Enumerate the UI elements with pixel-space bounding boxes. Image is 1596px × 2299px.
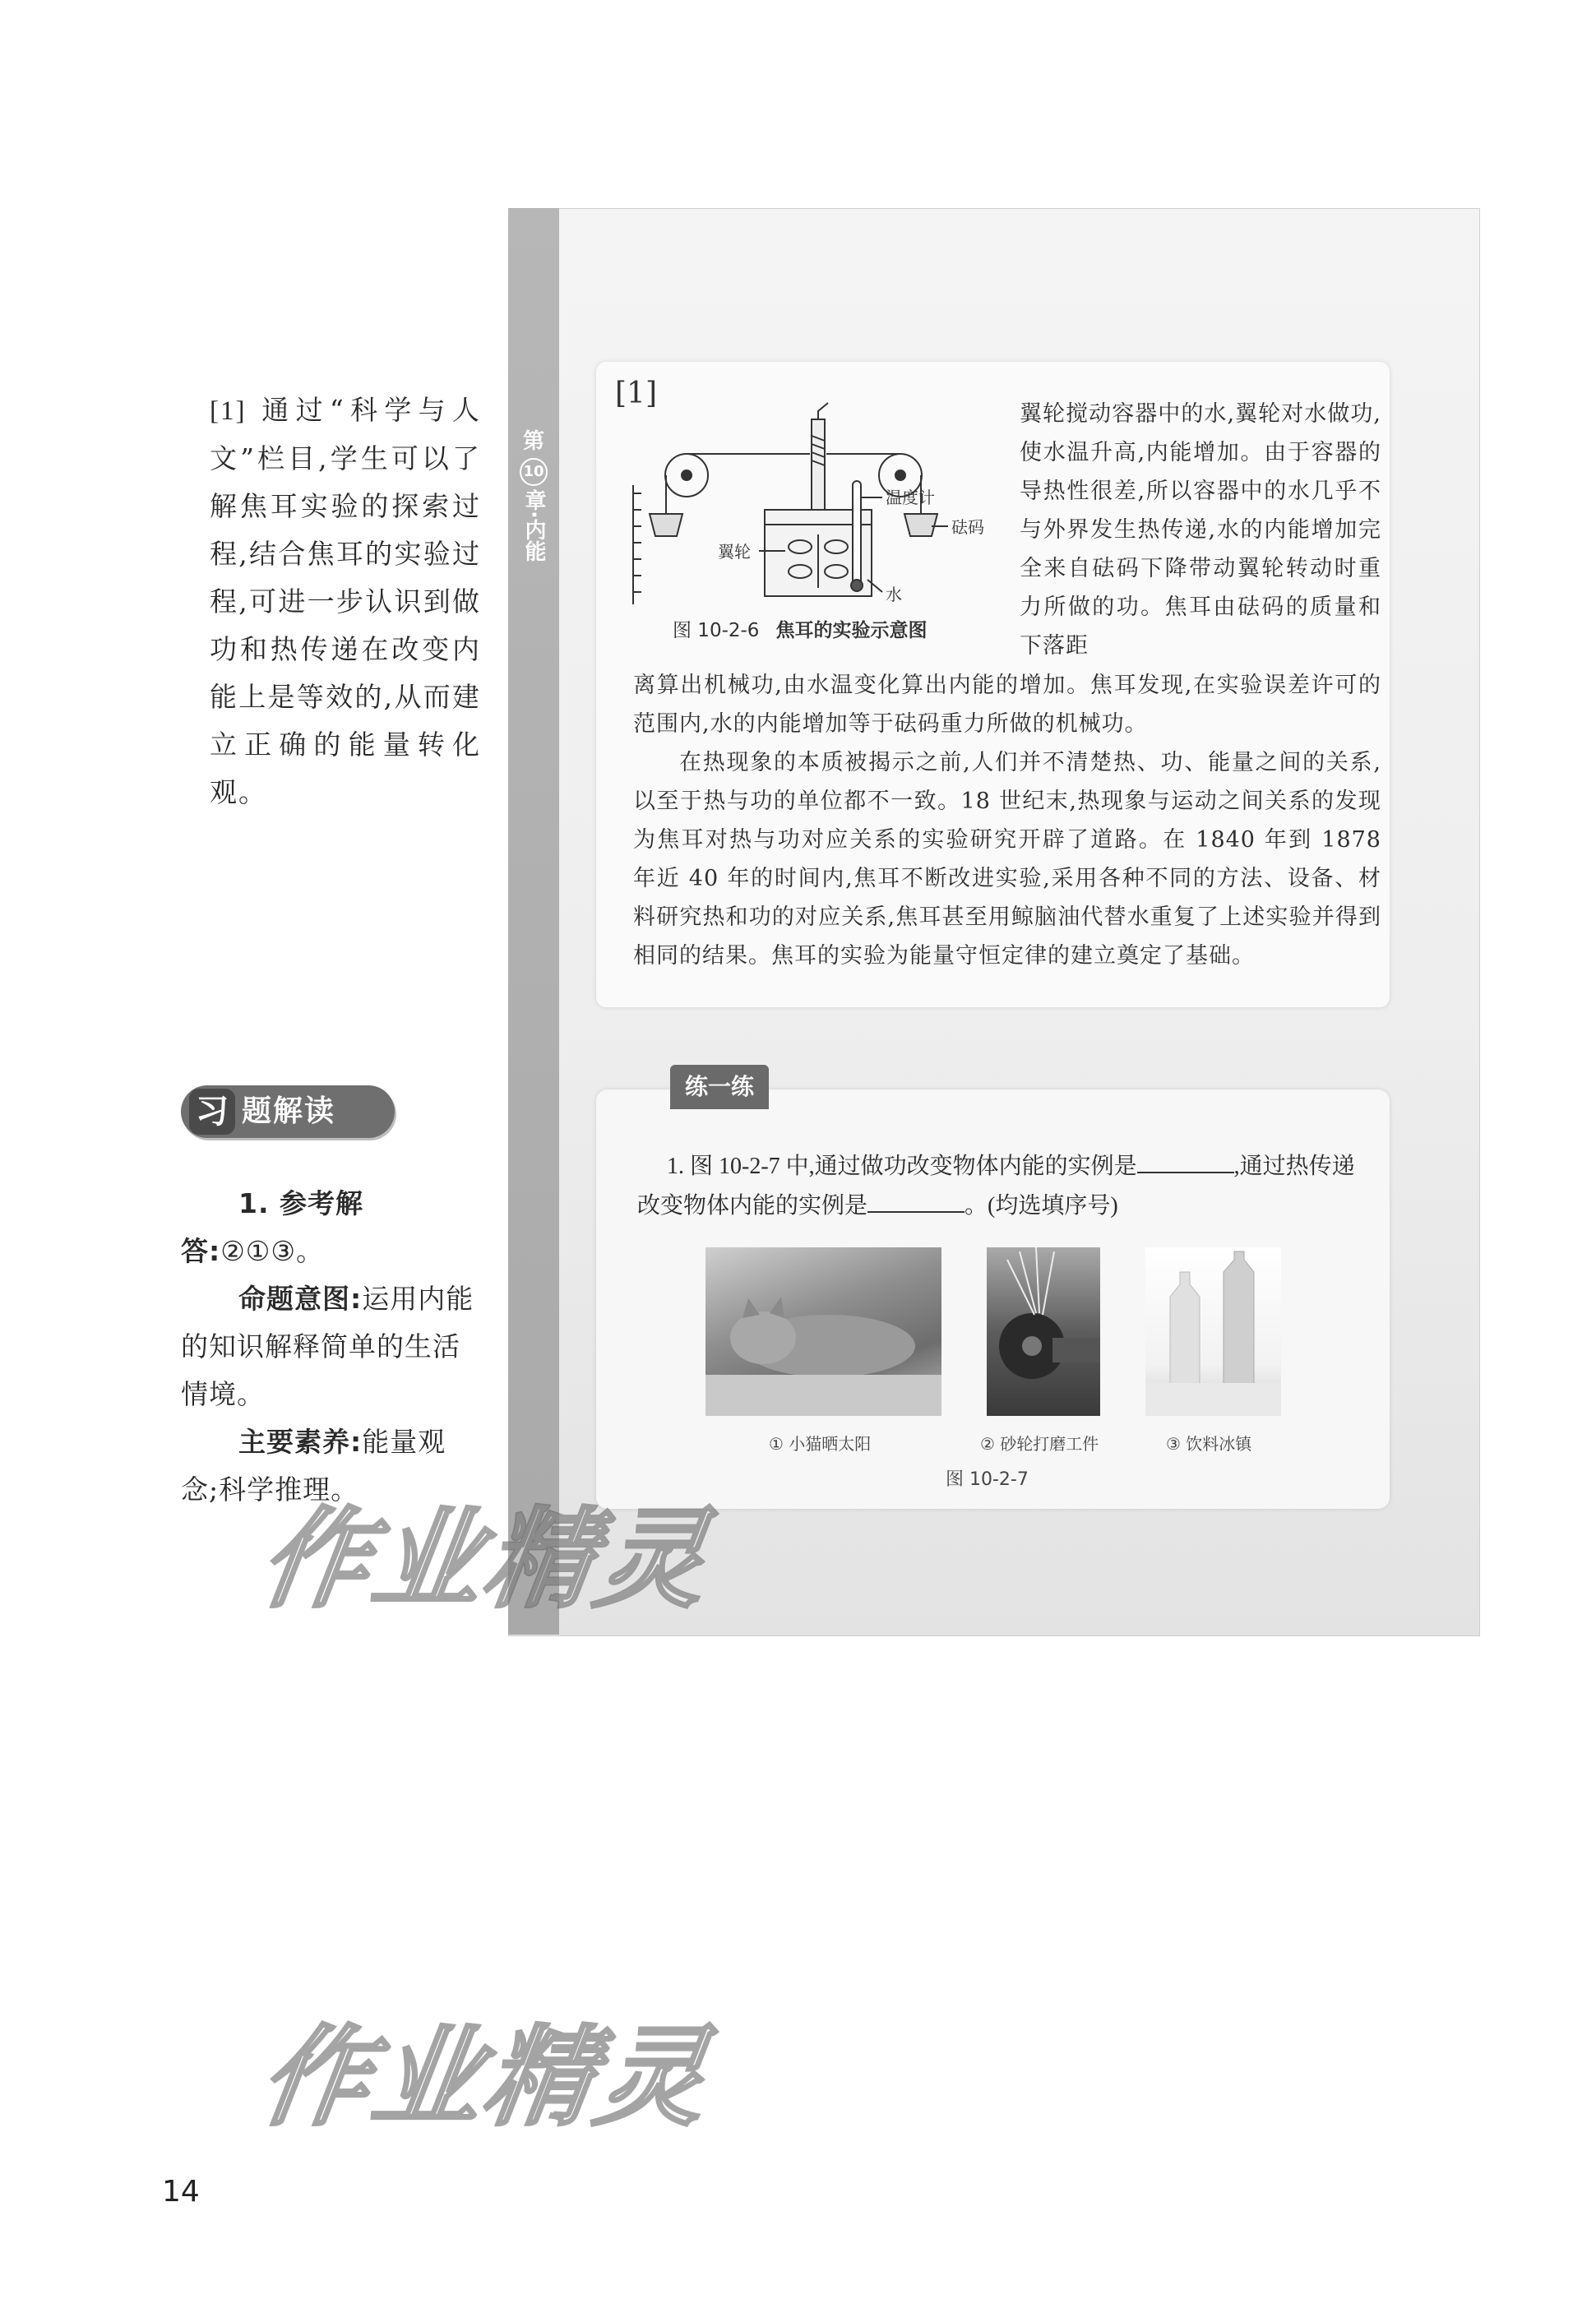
figure-caption [673,615,927,642]
iced-drinks-photo [1145,1247,1281,1416]
design-intent-value: 运用内能的知识解释简单的生活情境。 [181,1283,474,1410]
figure-label-10-2-7: 图 10-2-7 [946,1469,1029,1490]
reference-answer [181,1180,481,1275]
question-part-2: ,通过热传递改变物体内能的实例是 [637,1154,1355,1219]
box-tag: [1] [615,377,657,410]
watermark-upper: 作业精灵 [252,1496,719,1623]
practice-tag: 练一练 [670,1065,769,1109]
chapter-number: 10 [520,458,548,486]
design-intent-label: 命题意图: [238,1283,363,1315]
label-water: 水 [886,585,902,604]
label-weight: 砝码 [951,517,984,537]
reference-answer-label: 1. 参考解答: [181,1187,363,1267]
photo-caption-cat: ① 小猫晒太阳 [769,1434,872,1454]
chapter-prefix: 第 [522,429,544,454]
page-number: 14 [162,2175,200,2209]
figure-caption-title: 焦耳的实验示意图 [775,620,928,641]
bottom-paragraphs [633,666,1381,975]
exercise-header-title: 题解读 [242,1094,336,1128]
chapter-label [516,428,551,562]
question-part-3: 。(均选填序号) [965,1193,1118,1219]
core-literacy-label: 主要素养: [238,1426,363,1458]
design-intent [181,1275,481,1418]
core-literacy-value: 能量观念;科学推理。 [181,1426,446,1506]
watermark-lower: 作业精灵 [252,2015,719,2141]
photo-caption-grinder: ② 砂轮打磨工件 [980,1434,1099,1454]
margin-note-marker: [1] [210,396,247,426]
exercise-badge: 习 [189,1089,235,1135]
cat-sunbathing-photo [705,1247,941,1416]
chapter-side-strip [508,208,559,1635]
reference-answer-value: ②①③。 [220,1235,324,1267]
chapter-suffix: 章·内能 [521,489,546,562]
photo-caption-drinks: ③ 饮料冰镇 [1166,1434,1252,1454]
joule-experiment-diagram [621,395,1007,613]
margin-note [210,386,481,816]
right-paragraph: 翼轮搅动容器中的水,翼轮对水做功,使水温升高,内能增加。由于容器的导热性很差,所以容器中的水几乎不与外界发生热传递,水的内能增加完全来自砝码下降带动翼轮转动时重力所做的功。焦耳由砝码的质量和下落距 [1020,401,1381,659]
label-paddle: 翼轮 [718,542,751,562]
exercise-interpretation-header [181,1085,395,1138]
practice-question [637,1147,1361,1226]
history-paragraph: 在热现象的本质被揭示之前,人们并不清楚热、功、能量之间的关系,以至于热与功的单位都不一致。18 世纪末,热现象与运动之间关系的发现为焦耳对热与功对应关系的实验研究开辟了道路。在 1840 年到 1878 年近 40 年的时间内,焦耳不断改进实验,采用各种不同的方法、设备、材料研究热和功的对应关系,焦耳甚至用鲸脑油代替水重复了上述实验并得到相同的结果。焦耳的实验为能量守恒定律的建立奠定了基础。 [633,750,1381,969]
answer-blank-1[interactable] [1137,1150,1234,1173]
question-part-1: 1. 图 10-2-7 中,通过做功改变物体内能的实例是 [667,1154,1137,1179]
grinding-wheel-photo [987,1247,1100,1416]
continued-paragraph: 离算出机械功,由水温变化算出内能的增加。焦耳发现,在实验误差许可的范围内,水的内能增加等于砝码重力所做的机械功。 [633,673,1381,737]
label-thermometer: 温度计 [886,488,935,507]
figure-caption-label: 图 10-2-6 [673,620,760,641]
answer-blank-2[interactable] [867,1190,965,1213]
margin-note-text: 通过“科学与人文”栏目,学生可以了解焦耳实验的探索过程,结合焦耳的实验过程,可进一步认识到做功和热传递在改变内能上是等效的,从而建立正确的能量转化观。 [210,394,481,808]
answer-block [181,1180,481,1514]
